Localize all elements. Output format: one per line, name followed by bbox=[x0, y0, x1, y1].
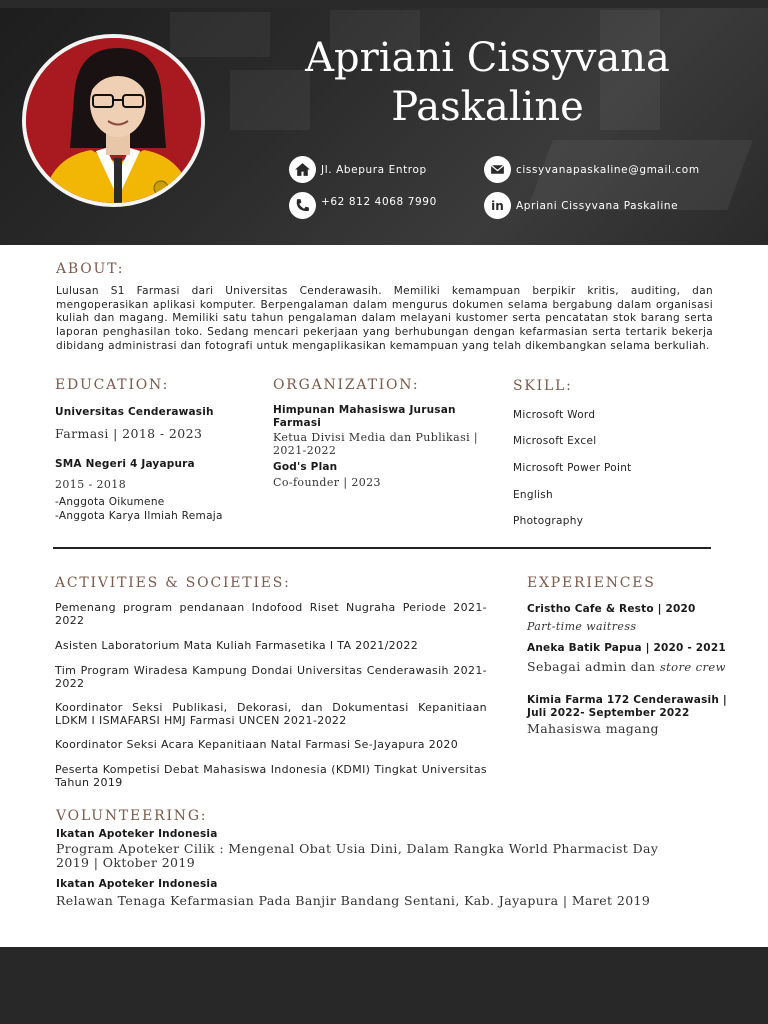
volunteering-desc-2: Relawan Tenaga Kefarmasian Pada Banjir Bandang Sentani, Kab. Jayapura | Maret 2019 bbox=[56, 893, 651, 908]
contact-address bbox=[289, 156, 427, 183]
linkedin-icon: in bbox=[484, 192, 511, 219]
organization-title: ORGANIZATION: bbox=[273, 377, 420, 393]
experience-1: Cristho Cafe & Resto | 2020 bbox=[527, 603, 696, 615]
experience-2-role-italic: store crew bbox=[659, 660, 726, 674]
organization-2: God's Plan bbox=[273, 461, 338, 473]
education-school-2-note: -Anggota Karya Ilmiah Remaja bbox=[55, 510, 223, 522]
about-title: ABOUT: bbox=[56, 261, 125, 277]
activities-title: ACTIVITIES & SOCIETIES: bbox=[55, 575, 291, 591]
activity-item: Peserta Kompetisi Debat Mahasiswa Indonesia (KDMI) Tingkat Universitas Tahun 2019 bbox=[55, 763, 487, 789]
skill-title: SKILL: bbox=[513, 378, 573, 394]
volunteering-org-2: Ikatan Apoteker Indonesia bbox=[56, 878, 218, 890]
phone-text[interactable]: +62 812 4068 7990 bbox=[321, 195, 437, 208]
home-icon bbox=[289, 156, 316, 183]
skill-item: Photography bbox=[513, 515, 584, 527]
skill-item: Microsoft Excel bbox=[513, 435, 597, 447]
education-school-1-detail: Farmasi | 2018 - 2023 bbox=[55, 426, 203, 441]
section-divider bbox=[53, 547, 711, 549]
email-icon bbox=[484, 156, 511, 183]
volunteering-org-1: Ikatan Apoteker Indonesia bbox=[56, 828, 218, 840]
activity-item: Pemenang program pendanaan Indofood Riset Nugraha Periode 2021-2022 bbox=[55, 601, 487, 627]
volunteering-title: VOLUNTEERING: bbox=[56, 808, 208, 824]
experiences-title: EXPERIENCES bbox=[527, 575, 656, 591]
activity-item: Tim Program Wiradesa Kampung Dondai Universitas Cenderawasih 2021-2022 bbox=[55, 664, 487, 690]
address-text: Jl. Abepura Entrop bbox=[321, 163, 427, 176]
header-top-strip bbox=[0, 0, 768, 8]
contact-linkedin[interactable] bbox=[484, 192, 678, 219]
email-text[interactable]: cissyvanapaskaline@gmail.com bbox=[516, 163, 700, 176]
organization-1: Himpunan Mahasiswa Jurusan Farmasi bbox=[273, 404, 456, 429]
name-line-1: Apriani Cissyvana bbox=[305, 35, 670, 81]
experience-1-role: Part-time waitress bbox=[527, 620, 637, 633]
contact-email[interactable] bbox=[484, 156, 700, 183]
skill-item: Microsoft Word bbox=[513, 409, 596, 421]
education-school-1: Universitas Cenderawasih bbox=[55, 406, 214, 418]
experience-3-role: Mahasiswa magang bbox=[527, 721, 659, 736]
organization-2-role: Co-founder | 2023 bbox=[273, 476, 381, 489]
education-school-2-note: -Anggota Oikumene bbox=[55, 496, 165, 508]
skill-item: English bbox=[513, 489, 554, 501]
experience-2-role-text: Sebagai admin dan bbox=[527, 659, 660, 674]
organization-1-role: Ketua Divisi Media dan Publikasi | 2021-2022 bbox=[273, 431, 479, 457]
portrait-image bbox=[26, 38, 205, 207]
phone-icon bbox=[289, 192, 316, 219]
skill-item: Microsoft Power Point bbox=[513, 462, 632, 474]
experience-2-role bbox=[527, 659, 726, 674]
education-school-2: SMA Negeri 4 Jayapura bbox=[55, 458, 195, 470]
contact-phone[interactable] bbox=[289, 192, 437, 219]
education-title: EDUCATION: bbox=[55, 377, 170, 393]
experience-3: Kimia Farma 172 Cenderawasih | Juli 2022- September 2022 bbox=[527, 694, 727, 719]
bg-decor bbox=[170, 12, 270, 57]
footer-bar bbox=[0, 947, 768, 1024]
experience-2: Aneka Batik Papua | 2020 - 2021 bbox=[527, 642, 726, 654]
volunteering-desc-1: Program Apoteker Cilik : Mengenal Obat Usia Dini, Dalam Rangka World Pharmacist Day 2019 | Oktober 2019 bbox=[56, 841, 659, 870]
name-line-2: Paskaline bbox=[391, 84, 584, 130]
activity-item: Asisten Laboratorium Mata Kuliah Farmasetika I TA 2021/2022 bbox=[55, 639, 419, 652]
profile-photo bbox=[22, 34, 205, 207]
about-text: Lulusan S1 Farmasi dari Universitas Cenderawasih. Memiliki kemampuan berpikir kritis, auditing, dan mengoperasikan aplikasi komputer. Berpengalaman dalam mengurus dokumen selama bergabung dalam organisasi kuliah dan magang. Memiliki satu tahun pengalaman dalam melayani kustomer serta pencatatan stok barang serta laporan penghasilan toko. Sedang mencari pekerjaan yang berhubungan dengan kefarmasian serta tertarik bekerja dibidang administrasi dan fotografi untuk mengaplikasikan kemampuan yang telah dikembangkan selama berkuliah. bbox=[56, 285, 713, 352]
education-school-2-years: 2015 - 2018 bbox=[55, 478, 127, 491]
activity-item: Koordinator Seksi Publikasi, Dekorasi, dan Dokumentasi Kepanitiaan LDKM I ISMAFARSI HMJ Farmasi UNCEN 2021-2022 bbox=[55, 701, 487, 727]
linkedin-text[interactable]: Apriani Cissyvana Paskaline bbox=[516, 199, 679, 212]
activity-item: Koordinator Seksi Acara Kepanitiaan Natal Farmasi Se-Jayapura 2020 bbox=[55, 738, 459, 751]
full-name bbox=[290, 34, 685, 132]
